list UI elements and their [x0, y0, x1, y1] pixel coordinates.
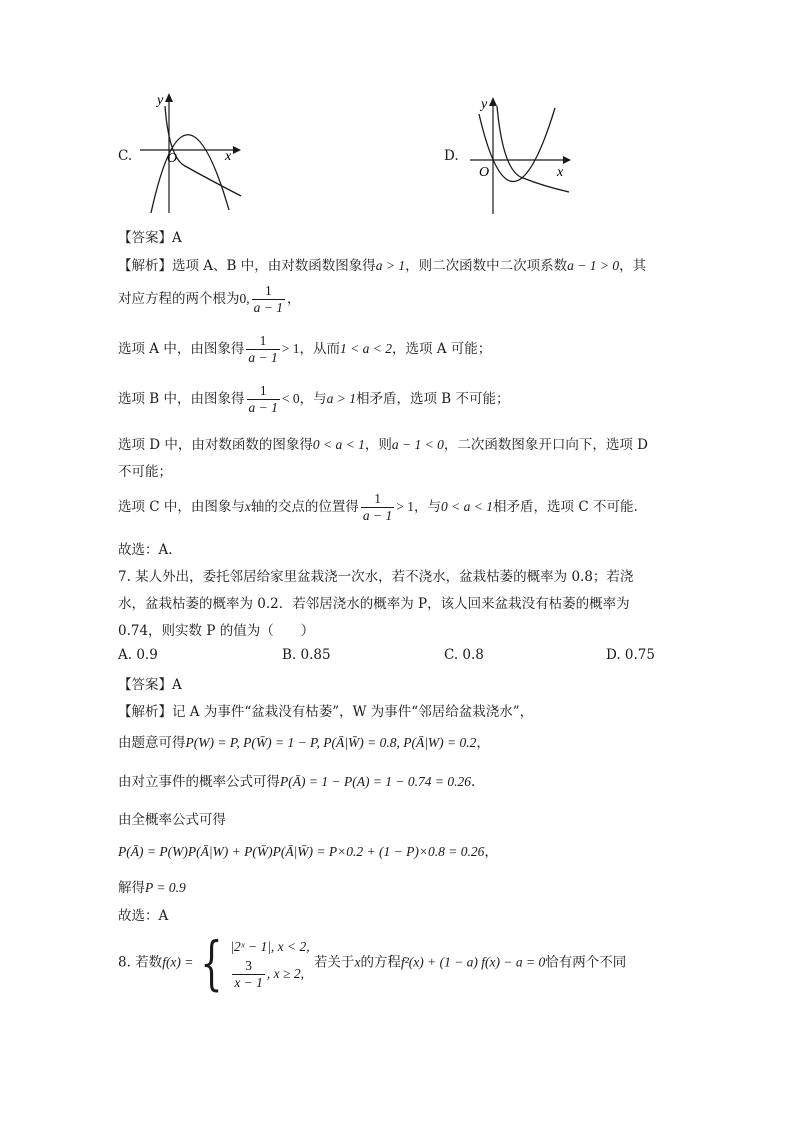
- parabola-curve: [479, 108, 555, 182]
- q6-line7: 选项 C 中，由图象与x轴的交点的位置得 $\frac{1}{a - 1}$ > 1，与0 < a < 1相矛盾，选项 C 不可能.: [118, 491, 638, 523]
- origin-label: O: [479, 165, 490, 180]
- q7-analysis: 【解析】记 A 为事件“盆栽没有枯萎”，W 为事件“邻居给盆栽浇水”，: [118, 704, 534, 720]
- q6-line3: 选项 A 中，由图象得 $\frac{1}{a - 1}$ > 1，从而1 < a < 2，选项 A 可能；: [118, 333, 492, 365]
- q7-line2: 由题意可得P(W) = P, P(W̄) = 1 − P, P(Ā|W̄) = 0.8, P(Ā|W) = 0.2，: [118, 735, 490, 751]
- q6-line4: 选项 B 中，由图象得 $\frac{1}{a - 1}$ < 0，与a > 1相矛盾，选项 B 不可能；: [118, 383, 510, 415]
- analysis-tag: 【解析】: [118, 258, 172, 274]
- q6-answer: 【答案】A: [118, 230, 182, 246]
- q6-line1: 【解析】选项 A、B 中，由对数函数图象得a > 1，则二次函数中二次项系数a − 1 > 0，其: [118, 258, 647, 274]
- q7-option-d: D. 0.75: [606, 647, 655, 663]
- q7-stem-line1: 7. 某人外出，委托邻居给家里盆栽浇一次水，若不浇水，盆栽枯萎的概率为 0.8；若浇: [118, 569, 634, 585]
- y-axis-arrow: [489, 97, 497, 106]
- x-axis-arrow: [233, 146, 241, 154]
- fraction: $\frac{1}{a - 1}$: [248, 333, 278, 365]
- q6-line5: 选项 D 中，由对数函数的图象得0 < a < 1，则a − 1 < 0，二次函数图象开口向下，选项 D: [118, 437, 648, 453]
- origin-label: O: [167, 151, 178, 166]
- y-axis-arrow: [165, 93, 173, 102]
- axis-y-label: y: [481, 97, 488, 112]
- axis-y-label: y: [157, 93, 164, 108]
- fraction: $\frac{1}{a - 1}$: [253, 283, 283, 315]
- q7-line6: 解得P = 0.9: [118, 880, 186, 896]
- q6-line6: 不可能；: [118, 464, 172, 480]
- q7-option-b: B. 0.85: [282, 647, 331, 663]
- option-c-label: C.: [118, 148, 133, 164]
- q7-option-a: A. 0.9: [118, 647, 158, 663]
- fraction: $\frac{1}{a - 1}$: [362, 491, 393, 523]
- q7-option-c: C. 0.8: [444, 647, 484, 663]
- option-d-label: D.: [444, 148, 459, 164]
- graph-d: [465, 92, 575, 220]
- piecewise-cases: |2ˣ − 1|, x < 2, $\frac{3}{x - 1}$ , x ≥ 2,: [230, 938, 310, 990]
- brace-symbol: {: [200, 929, 223, 997]
- parabola-curve: [151, 135, 229, 213]
- q7-line5: P(Ā) = P(W)P(Ā|W) + P(W̄)P(Ā|W̄) = P×0.2 + (1 − P)×0.8 = 0.26，: [118, 844, 498, 860]
- x-axis-arrow: [563, 156, 571, 164]
- q6-conclusion: 故选：A.: [118, 542, 173, 558]
- q6-line2: 对应方程的两个根为0, $\frac{1}{a - 1}$ ，: [118, 283, 301, 315]
- graph-c: [135, 88, 245, 218]
- axis-x-label: x: [557, 165, 564, 180]
- q7-line4: 由全概率公式可得: [118, 812, 226, 828]
- fraction: $\frac{1}{a - 1}$: [248, 383, 278, 415]
- q7-answer: 【答案】A: [118, 677, 182, 693]
- axis-x-label: x: [225, 149, 232, 164]
- q7-conclusion: 故选：A: [118, 908, 169, 924]
- q7-stem-line2: 水，盆栽枯萎的概率为 0.2．若邻居浇水的概率为 P，该人回来盆栽没有枯萎的概率为: [118, 596, 630, 612]
- q7-line3: 由对立事件的概率公式可得P(Ā) = 1 − P(A) = 1 − 0.74 = 0.26.: [118, 774, 476, 790]
- q8-stem: 8. 若数f(x) = { |2ˣ − 1|, x < 2, $\frac{3}{x - 1}$ , x ≥ 2, 若关于x的方程f²(x) + (1 − a) f(x) − a = 0恰有两个不同: [118, 929, 627, 997]
- q7-stem-line3: 0.74，则实数 P 的值为（ ）: [118, 623, 315, 639]
